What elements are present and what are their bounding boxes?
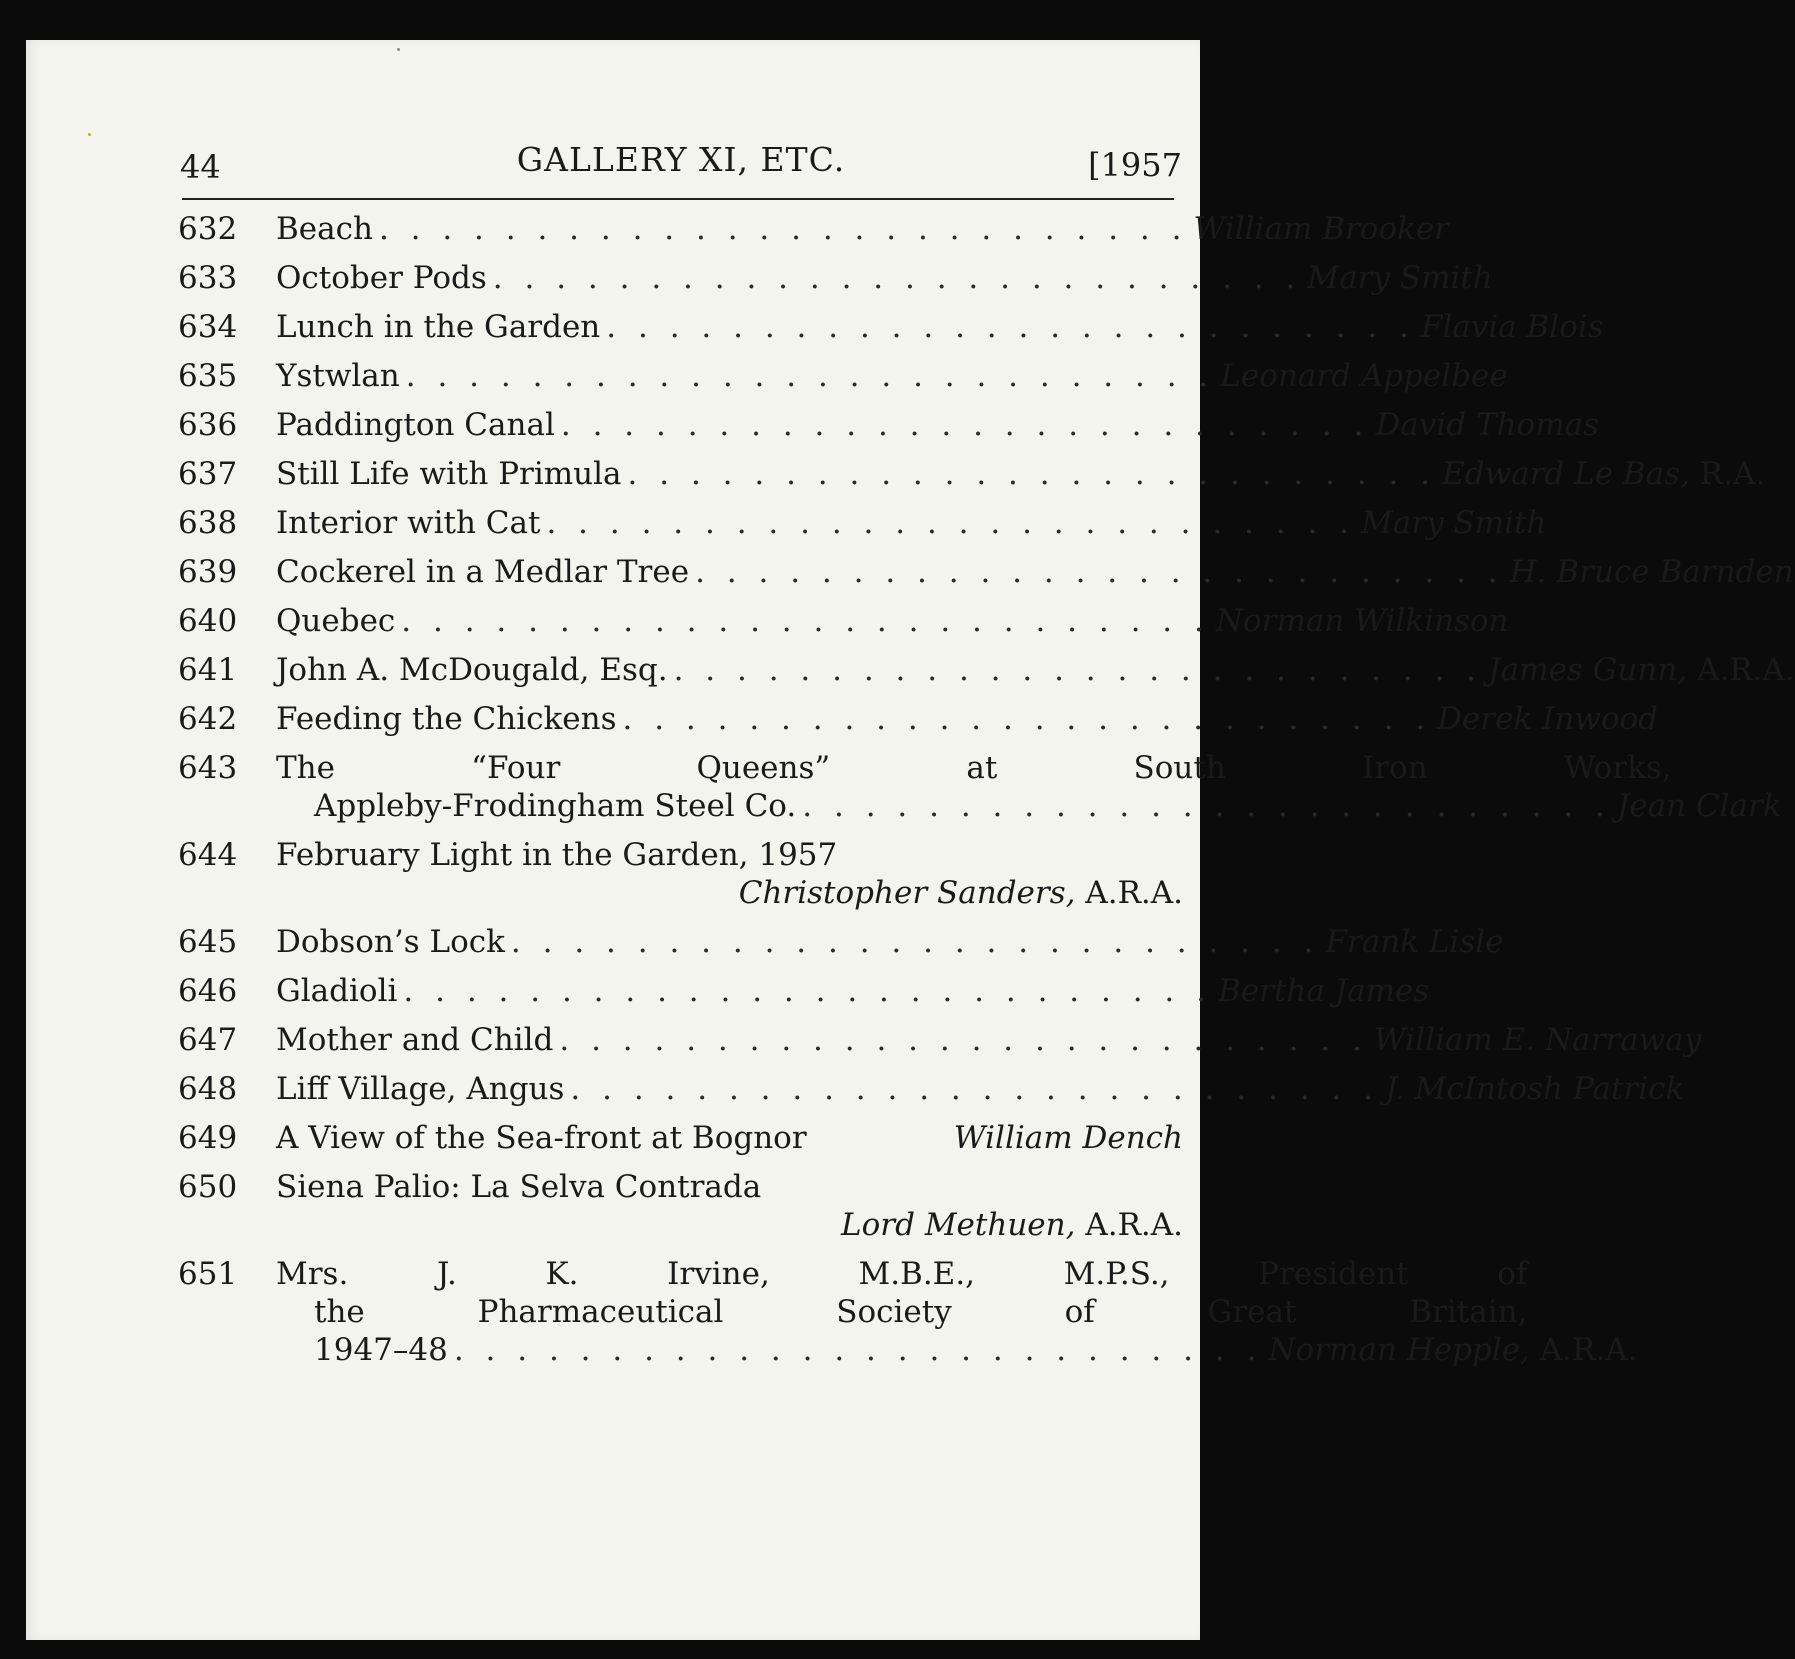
catalogue-entry [178, 504, 1547, 553]
entry-number: 638 [178, 505, 238, 541]
entry-number: 649 [178, 1120, 238, 1156]
entry-number: 637 [178, 456, 238, 492]
entry-number: 651 [178, 1256, 238, 1292]
entry-title: The “Four Queens” at South Iron Works, [276, 750, 1672, 786]
entry-title: Liff Village, Angus [276, 1071, 565, 1107]
entry-title: Lunch in the Garden [276, 309, 601, 345]
dot-leader: . . . . . . . . . . . . . . . . . . . . . . . . . . [673, 652, 1483, 688]
catalogue-entry [178, 700, 1658, 749]
catalogue-entry [178, 749, 1782, 836]
entry-title: Mrs. J. K. Irvine, M.B.E., M.P.S., President of [276, 1256, 1528, 1292]
catalogue-entry [178, 406, 1599, 455]
entry-artist: William E. Narraway [1373, 1022, 1702, 1058]
page-number: 44 [180, 148, 221, 186]
entry-title-continued: the Pharmaceutical Society of Great Britain, [314, 1294, 1528, 1330]
dot-leader: . . . . . . . . . . . . . . . . . . . . . . . . . . [606, 309, 1415, 345]
dot-leader: . . . . . . . . . . . . . . . . . . . . . . . . . . [570, 1071, 1379, 1107]
catalogue-entry [178, 553, 1794, 602]
entry-artist: William Brooker [1193, 211, 1450, 247]
entry-title: John A. McDougald, Esq. [276, 652, 668, 688]
entry-artist: Mary Smith [1307, 260, 1493, 296]
dot-leader: . . . . . . . . . . . . . . . . . . . . . . . . . . [510, 924, 1320, 960]
catalogue-entry [178, 357, 1508, 406]
dot-leader: . . . . . . . . . . . . . . . . . . . . . . . . . . [453, 1332, 1263, 1368]
entry-artist: Norman Wilkinson [1215, 603, 1509, 639]
entry-number: 648 [178, 1071, 238, 1107]
entry-title: Feeding the Chickens [276, 701, 617, 737]
dot-leader: . . . . . . . . . . . . . . . . . . . . . . . . . . [622, 701, 1432, 737]
entry-number: 632 [178, 211, 238, 247]
catalogue-entry [178, 651, 1795, 700]
entry-artist: Norman Hepple, A.R.A. [1268, 1332, 1638, 1368]
entry-artist: Flavia Blois [1420, 309, 1604, 345]
entry-title: Still Life with Primula [276, 456, 622, 492]
dot-leader: . . . . . . . . . . . . . . . . . . . . . . . . . . [405, 358, 1215, 394]
catalogue-entry [178, 259, 1493, 308]
entry-artist: Mary Smith [1361, 505, 1547, 541]
entry-title: Beach [276, 211, 373, 247]
entry-title: October Pods [276, 260, 487, 296]
dot-leader: . . . . . . . . . . . . . . . . . . . . . . . . . . [627, 456, 1437, 492]
running-header [180, 138, 1182, 188]
catalogue-entry [178, 1168, 1183, 1255]
paper-speck [397, 48, 400, 51]
entry-artist: James Gunn, A.R.A. [1488, 652, 1795, 688]
entry-title: Dobson’s Lock [276, 924, 505, 960]
catalogue-entry [178, 455, 1766, 504]
catalogue-entry [178, 308, 1604, 357]
header-rule [182, 198, 1174, 200]
catalogue-entry [178, 836, 1183, 923]
entry-number: 633 [178, 260, 238, 296]
dot-leader: . . . . . . . . . . . . . . . . . . . . . . . . . . [492, 260, 1302, 296]
entry-number: 644 [178, 837, 238, 873]
entry-artist: Bertha James [1217, 973, 1430, 1009]
entry-number: 642 [178, 701, 238, 737]
dot-leader: . . . . . . . . . . . . . . . . . . . . . . . . . . [546, 505, 1356, 541]
entry-title: Gladioli [276, 973, 398, 1009]
entry-number: 645 [178, 924, 238, 960]
entry-artist: J. McIntosh Patrick [1384, 1071, 1685, 1107]
catalogue-entry [178, 602, 1509, 651]
entry-number: 636 [178, 407, 238, 443]
entry-artist: Leonard Appelbee [1220, 358, 1508, 394]
entry-title: Mother and Child [276, 1022, 554, 1058]
entry-title: A View of the Sea-front at Bognor [276, 1120, 807, 1156]
entry-number: 641 [178, 652, 238, 688]
catalogue-entry [178, 923, 1504, 972]
entry-artist: H. Bruce Barnden [1509, 554, 1794, 590]
header-year: [1957 [1088, 146, 1182, 184]
entry-number: 646 [178, 973, 238, 1009]
entry-artist: Edward Le Bas, R.A. [1442, 456, 1766, 492]
entry-title: Cockerel in a Medlar Tree [276, 554, 690, 590]
entry-artist: David Thomas [1375, 407, 1599, 443]
dot-leader: . . . . . . . . . . . . . . . . . . . . . . . . . . [560, 407, 1370, 443]
entry-title: Paddington Canal [276, 407, 555, 443]
paper-speck [88, 133, 91, 136]
entry-artist: Derek Inwood [1437, 701, 1658, 737]
dot-leader: . . . . . . . . . . . . . . . . . . . . . . . . . . [378, 211, 1188, 247]
entry-title-continued: Appleby-Frodingham Steel Co. [314, 788, 797, 824]
catalogue-list [178, 210, 1795, 1380]
entry-title-continued: 1947–48 [314, 1332, 448, 1368]
dot-leader: . . . . . . . . . . . . . . . . . . . . . . . . . . [403, 973, 1212, 1009]
entry-number: 647 [178, 1022, 238, 1058]
entry-artist: Christopher Sanders, A.R.A. [738, 875, 1183, 911]
entry-number: 650 [178, 1169, 238, 1205]
entry-artist: Jean Clark [1616, 788, 1782, 824]
page-title: GALLERY XI, ETC. [516, 140, 846, 179]
dot-leader: . . . . . . . . . . . . . . . . . . . . . . . . . . [695, 554, 1504, 590]
entry-artist: William Dench [953, 1120, 1183, 1156]
entry-number: 635 [178, 358, 238, 394]
dot-leader: . . . . . . . . . . . . . . . . . . . . . . . . . . [559, 1022, 1368, 1058]
catalogue-entry [178, 1119, 1183, 1168]
dot-leader: . . . . . . . . . . . . . . . . . . . . . . . . . . [802, 788, 1611, 824]
entry-title: Quebec [276, 603, 396, 639]
entry-artist: Lord Methuen, A.R.A. [841, 1207, 1183, 1243]
catalogue-entry [178, 210, 1450, 259]
dot-leader: . . . . . . . . . . . . . . . . . . . . . . . . . . [401, 603, 1210, 639]
entry-title: Interior with Cat [276, 505, 541, 541]
entry-number: 634 [178, 309, 238, 345]
entry-number: 640 [178, 603, 238, 639]
catalogue-entry [178, 1255, 1638, 1380]
catalogue-entry [178, 1021, 1702, 1070]
entry-number: 639 [178, 554, 238, 590]
entry-number: 643 [178, 750, 238, 786]
entry-title: Ystwlan [276, 358, 400, 394]
entry-title: February Light in the Garden, 1957 [276, 837, 838, 873]
entry-artist: Frank Lisle [1325, 924, 1504, 960]
catalogue-entry [178, 1070, 1685, 1119]
catalogue-entry [178, 972, 1430, 1021]
entry-title: Siena Palio: La Selva Contrada [276, 1169, 762, 1205]
